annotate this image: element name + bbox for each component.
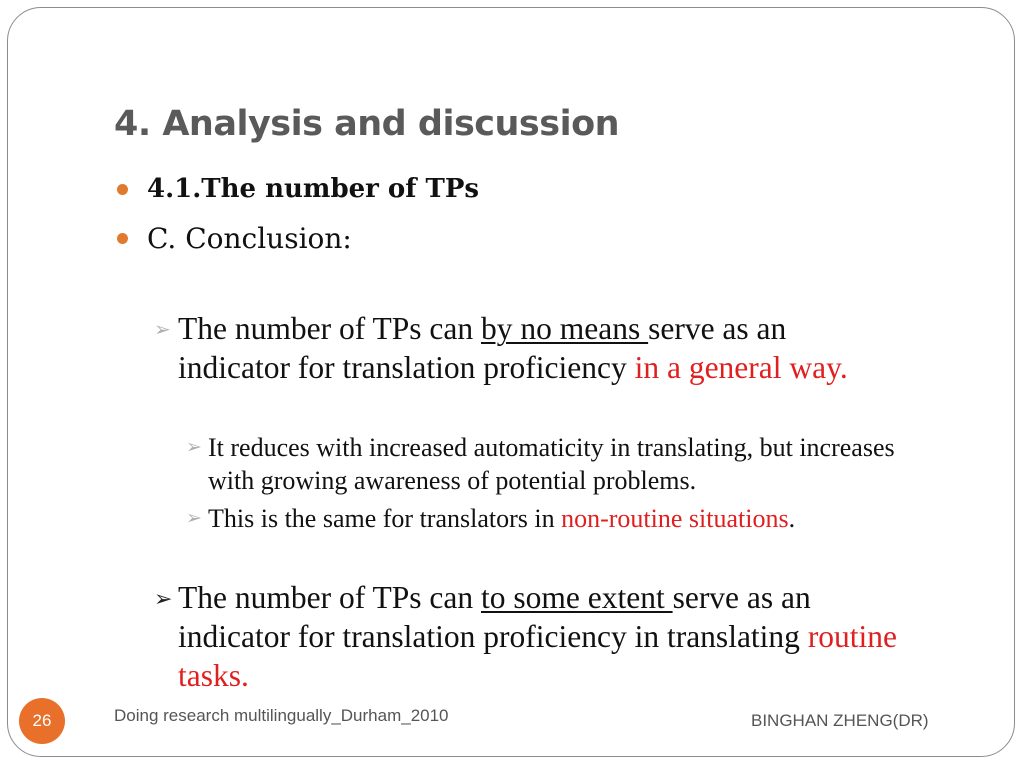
conclusion-subpoint-automaticity — [186, 431, 928, 497]
bullet-dot-icon — [117, 184, 128, 195]
bullet-dot-icon — [117, 233, 128, 244]
footer-event-text: Doing research multilingually_Durham_2010 — [114, 706, 449, 725]
footer-author-text: BINGHAN ZHENG(DR) — [751, 711, 929, 730]
point-text: The number of TPs can — [178, 580, 481, 615]
arrow-bullet-icon: ➢ — [154, 317, 171, 341]
bullet-text: C. Conclusion: — [147, 222, 352, 255]
point-underlined-text: to some extent — [480, 580, 673, 615]
point-text: serve as an indicator for translation proficiency — [178, 311, 787, 385]
page-number: 26 — [32, 711, 52, 730]
bullet-item-number-of-tps — [117, 174, 479, 204]
subpoint-text: This is the same for translators in — [208, 504, 562, 533]
arrow-bullet-icon: ➢ — [154, 587, 173, 612]
point-emphasis-text: in a general way. — [634, 350, 848, 385]
conclusion-point-general — [154, 309, 898, 387]
point-underlined-text: by no means — [480, 311, 649, 346]
arrow-bullet-icon: ➢ — [186, 436, 202, 458]
bullet-item-conclusion — [117, 222, 352, 255]
arrow-bullet-icon: ➢ — [186, 507, 202, 529]
conclusion-point-routine — [154, 578, 918, 695]
point-text: serve as an indicator for translation proficiency in translating — [178, 580, 811, 654]
point-text: The number of TPs can — [178, 311, 481, 346]
subpoint-emphasis-text: non-routine situations — [561, 504, 789, 533]
subpoint-text: . — [788, 504, 796, 533]
slide-title: 4. Analysis and discussion — [114, 104, 620, 144]
point-emphasis-text: routine tasks. — [178, 619, 898, 693]
bullet-text: 4.1.The number of TPs — [147, 174, 480, 204]
page-number-badge — [19, 698, 65, 744]
conclusion-subpoint-non-routine — [186, 502, 928, 535]
subpoint-text: It reduces with increased automaticity in translating, but increases with growing awareness of potential problems. — [208, 433, 895, 495]
